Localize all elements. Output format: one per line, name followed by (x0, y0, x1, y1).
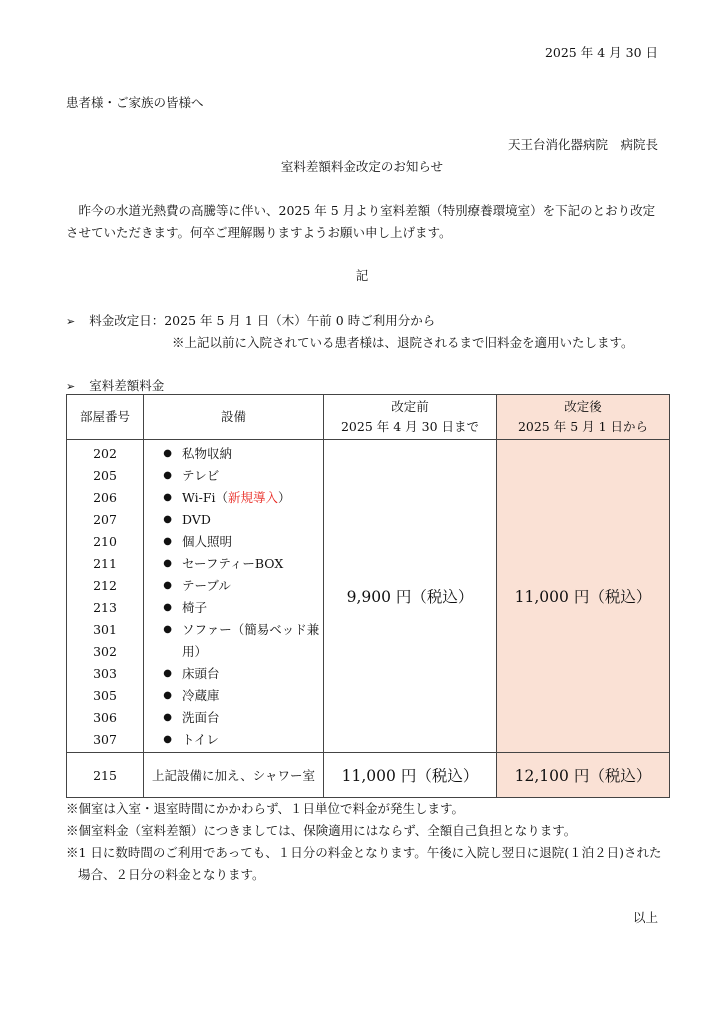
arrow-bullet-icon: ➢ (66, 380, 76, 393)
room-number: 207 (93, 512, 117, 527)
price-after: 12,100 円（税込） (497, 753, 670, 798)
revision-date-text: 料金改定日：2025 年 5 月 1 日（木）午前 0 時ご利用分から (89, 313, 436, 328)
list-item (144, 443, 323, 465)
table-header-row (67, 395, 670, 440)
price-before: 11,000 円（税込） (324, 753, 497, 798)
header-before-label: 改定前 (391, 399, 429, 414)
room-list (67, 440, 144, 753)
room-number: 206 (93, 490, 117, 505)
equipment-item: セーフティーBOX (182, 556, 284, 571)
equipment-item-continued: 用） (182, 644, 208, 659)
room-number: 215 (67, 753, 144, 798)
equipment-item: ソファー（簡易ベッド兼 (182, 622, 320, 637)
list-item (144, 575, 323, 597)
note-line: ※1 日に数時間のご利用であっても、１日分の料金となります。午後に入院し翌日に退院(１泊２日)された場合、２日分の料金となります。 (66, 845, 662, 882)
bullet-dot-icon: ● (163, 558, 172, 569)
note-line: ※個室は入室・退室時間にかかわらず、１日単位で料金が発生します。 (66, 801, 465, 816)
closing-text: 以上 (632, 910, 658, 925)
list-item (144, 707, 323, 729)
list-item (144, 487, 323, 509)
wifi-label: Wi-Fi（ (182, 490, 229, 505)
document-title: 室料差額料金改定のお知らせ (280, 159, 444, 174)
room-number: 302 (93, 644, 117, 659)
bullet-dot-icon: ● (163, 734, 172, 745)
list-item (144, 509, 323, 531)
equipment-item: 床頭台 (182, 666, 220, 681)
equipment-item (182, 487, 323, 509)
bullet-dot-icon: ● (163, 492, 172, 503)
revision-date-note: ※上記以前に入院されている患者様は、退院されるまで旧料金を適用いたします。 (172, 335, 634, 350)
recipient-line: 患者様・ご家族の皆様へ (66, 95, 204, 110)
list-item (144, 729, 323, 751)
equipment-item: DVD (182, 512, 211, 527)
bullet-dot-icon: ● (163, 668, 172, 679)
bullet-dot-icon: ● (163, 536, 172, 547)
table-row (67, 753, 670, 798)
notes-block (66, 798, 666, 886)
room-number: 205 (93, 468, 117, 483)
new-introduction-label: 新規導入 (228, 490, 279, 505)
list-item (144, 685, 323, 707)
bullet-dot-icon: ● (163, 624, 172, 635)
equipment-list (144, 440, 324, 753)
equipment-item: 個人照明 (182, 534, 233, 549)
bullet-revision-date (66, 311, 435, 329)
room-number: 303 (93, 666, 117, 681)
equipment-item: 洗面台 (182, 710, 220, 725)
note-line: ※個室料金（室料差額）につきましては、保険適用にはならず、全額自己負担となります。 (66, 823, 577, 838)
sender-line: 天王台消化器病院 病院長 (507, 137, 658, 152)
bullet-dot-icon: ● (163, 448, 172, 459)
list-item (144, 619, 323, 641)
room-number: 202 (93, 446, 117, 461)
bullet-dot-icon: ● (163, 602, 172, 613)
header-before (324, 395, 497, 440)
room-number: 306 (93, 710, 117, 725)
room-number: 210 (93, 534, 117, 549)
equipment-item: 椅子 (182, 600, 208, 615)
ki-heading: 記 (355, 268, 369, 283)
fee-table-heading: 室料差額料金 (89, 378, 165, 393)
equipment-item: テレビ (182, 468, 220, 483)
bullet-dot-icon: ● (163, 580, 172, 591)
list-item (144, 641, 323, 663)
wifi-label-end: ） (278, 490, 291, 505)
bullet-fee-table (66, 376, 164, 394)
body-paragraph: 昨今の水道光熱費の高騰等に伴い、2025 年 5 月より室料差額（特別療養環境室）を下記のとおり改定させていただきます。何卒ご理解賜りますようお願い申し上げます。 (66, 203, 656, 240)
header-after-label: 改定後 (564, 399, 602, 414)
price-before: 9,900 円（税込） (324, 440, 497, 753)
list-item (144, 597, 323, 619)
equipment-item: 私物収納 (182, 446, 233, 461)
table-row (67, 440, 670, 753)
equipment-item: テーブル (182, 578, 231, 593)
equipment-item: 上記設備に加え、シャワー室 (144, 753, 324, 798)
header-after-sub: 2025 年 5 月 1 日から (517, 419, 649, 434)
bullet-dot-icon: ● (163, 712, 172, 723)
equipment-item: 冷蔵庫 (182, 688, 220, 703)
room-number: 213 (93, 600, 117, 615)
document-date: 2025 年 4 月 30 日 (544, 45, 658, 60)
list-item (144, 553, 323, 575)
equipment-item: トイレ (182, 732, 219, 747)
room-number: 301 (93, 622, 117, 637)
bullet-dot-icon: ● (163, 514, 172, 525)
list-item (144, 531, 323, 553)
header-after (497, 395, 670, 440)
list-item (144, 663, 323, 685)
room-number: 211 (93, 556, 117, 571)
bullet-dot-icon: ● (163, 470, 172, 481)
header-equipment: 設備 (144, 395, 324, 440)
list-item (144, 465, 323, 487)
header-room: 部屋番号 (67, 395, 144, 440)
arrow-bullet-icon: ➢ (66, 315, 76, 328)
room-number: 307 (93, 732, 117, 747)
room-number: 212 (93, 578, 117, 593)
price-after: 11,000 円（税込） (497, 440, 670, 753)
fee-table (66, 394, 670, 798)
room-number: 305 (93, 688, 117, 703)
bullet-dot-icon: ● (163, 690, 172, 701)
header-before-sub: 2025 年 4 月 30 日まで (340, 419, 480, 434)
